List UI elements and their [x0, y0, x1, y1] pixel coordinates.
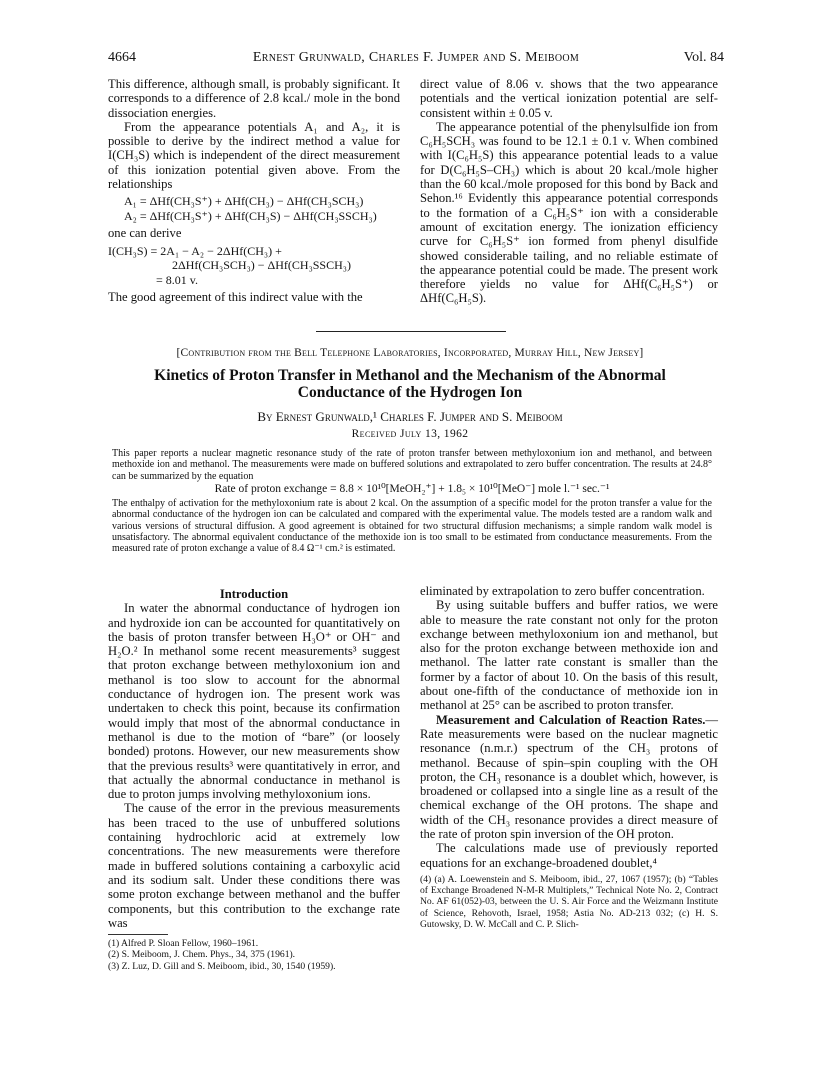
paragraph-text: —Rate measurements were based on the nuclear magnetic resonance (n.m.r.) spectrum of the CH₃ protons of methanol. Because of spin–spin coupling with the OH proton, the CH₃ resonance is a doublet which, however, is broadened or collapsed into a single line as a result of the chemical exchange of the OH protons. The shape and width of the CH₃ resonance provides a direct measure of the rate of proton spin inversion of the OH proton. — [420, 712, 718, 842]
footnote: (2) S. Meiboom, J. Chem. Phys., 34, 375 (1961). — [108, 949, 296, 961]
equation-ich3s: I(CH₃S) = 2A₁ − A₂ − 2ΔHf(CH₃) + — [108, 243, 282, 258]
equation-a2: A₂ = ΔHf(CH₃S⁺) + ΔHf(CH₃S) − ΔHf(CH₃SSCH₃) — [124, 208, 377, 223]
paragraph: The cause of the error in the previous measurements has been traced to the use of unbuffered solutions containing hydrochloric acid at extremely low concentrations. The new measurements were therefore made in buffered solutions containing a carboxylic acid and its sodium salt. Under these conditions there was some proton exchange between methanol and the buffer components, but this contribution to the exchange rate was — [108, 801, 400, 930]
paragraph: direct value of 8.06 v. shows that the two appearance potentials and the vertical ionization potential are self-consistent within ± 0.05 v. — [420, 77, 718, 120]
contribution-line: [Contribution from the Bell Telephone Laboratories, Incorporated, Murray Hill, New Jersey] — [176, 347, 644, 359]
prev-article-left-column — [108, 77, 400, 304]
paragraph: The good agreement of this indirect value with the — [108, 290, 363, 305]
abstract-paragraph: The enthalpy of activation for the methyloxonium rate is about 2 kcal. On the assumption of a specific model for the proton transfer a value for the abnormal conductance of the hydrogen ion can be calculated and compared with the experimental value. The models tested are a random walk and various versions of structural diffusion. A good agreement is obtained for two structural diffusion mechanisms; a simple random walk model is unsatisfactory. The abnormal equivalent conductance of the methoxide ion is too small to be estimated from conductance measurements. From the measured rate of proton exchange a value of 8.4 Ω⁻¹ cm.² is estimated. — [112, 498, 712, 555]
equation-a1: A₁ = ΔHf(CH₃S⁺) + ΔHf(CH₃) − ΔHf(CH₃SCH₃) — [124, 194, 364, 209]
prev-article-right-column — [420, 77, 718, 306]
running-head: Ernest Grunwald, Charles F. Jumper and S. Meiboom — [252, 50, 580, 65]
footnotes — [420, 874, 718, 930]
footnote-rule — [108, 934, 168, 935]
byline: By Ernest Grunwald,¹ Charles F. Jumper and S. Meiboom — [257, 409, 563, 424]
section-heading-measurement: Measurement and Calculation of Reaction Rates. — [436, 712, 706, 727]
paragraph: The calculations made use of previously reported equations for an exchange-broadened doublet,⁴ — [420, 841, 718, 870]
abstract-paragraph: This paper reports a nuclear magnetic resonance study of the rate of proton transfer between methyloxonium ion and methanol, and between methoxide ion and methanol. The measurements were made on buffered solutions and extrapolated to zero buffer concentration. The results at 24.8° can be summarized by the equation — [112, 448, 712, 482]
page-header — [108, 50, 724, 68]
title-line: Kinetics of Proton Transfer in Methanol and the Mechanism of the Abnormal — [154, 367, 666, 384]
volume-label: Vol. 84 — [683, 50, 724, 65]
footnote: (1) Alfred P. Sloan Fellow, 1960–1961. — [108, 938, 259, 950]
footnote: (4) (a) A. Loewenstein and S. Meiboom, ibid., 27, 1067 (1957); (b) “Tables of Exchange Broadened N-M-R Multiplets,” Technical Note No. 2, Contract No. AF 61(052)-03, between the U. S. Air Force and the Weizmann Institute of Science, Rehovoth, Israel, 1958; Astia No. AD-213 032; (c) H. S. Gutowsky, D. W. McCall and C. P. Slich- — [420, 873, 718, 930]
paragraph: By using suitable buffers and buffer ratios, we were able to measure the rate constant not only for the proton exchange between methyloxonium ion and methanol, but also for the proton exchange between methoxide ion and methanol. The latter rate constant is smaller than the former by a factor of about 10. On the basis of this result, about one-fifth of the conductance of methoxide ion in methanol at 25° can be ascribed to proton transfer. — [420, 598, 718, 713]
article-separator-rule — [316, 331, 506, 332]
paragraph: This difference, although small, is probably significant. It corresponds to a difference of 2.8 kcal./ mole in the bond dissociation energies. — [108, 77, 400, 120]
text-line: one can derive — [108, 226, 182, 241]
paragraph: In water the abnormal conductance of hydrogen ion and hydroxide ion can be accounted for quantitatively on the basis of proton transfer between H₃O⁺ or OH⁻ and H₂O.² In methanol some recent measurements³ suggest that proton exchange between methyloxonium ion and methanol is too slow to account for the abnormal conductance of hydrogen ion. The present work was undertaken to check this point, because its confirmation would imply that most of the abnormal conductance in methanol is due to the motion of “bare” (or loosely bonded) protons. However, our new measurements show that the previous results³ were quantitatively in error, and that actually the abnormal conductance in methanol is due to proton jumps involving methyloxonium ions. — [108, 601, 400, 802]
equation-result: = 8.01 v. — [156, 272, 198, 287]
abstract-equation: Rate of proton exchange = 8.8 × 10¹⁰[MeOH₂⁺] + 1.8₅ × 10¹⁰[MeO⁻] mole l.⁻¹ sec.⁻¹ — [214, 482, 610, 495]
article-title — [100, 367, 720, 401]
title-line: Conductance of the Hydrogen Ion — [297, 384, 523, 401]
received-date: Received July 13, 1962 — [351, 428, 469, 440]
page-number: 4664 — [108, 50, 136, 65]
paragraph: The appearance potential of the phenylsulfide ion from C₆H₅SCH₃ was found to be 12.1 ± 0.1 v. When combined with I(C₆H₅S) this appearance potential leads to a value for D(C₆H₅S–CH₃) which is about 20 kcal./mole higher than the 60 kcal./mole proposed for this bond by Back and Sehon.¹⁶ Evidently this appearance potential corresponds to the formation of a C₆H₅S⁺ ion with a considerable amount of excitation energy. The ionization efficiency curve for C₆H₅S⁺ ion formed from phenyl disulfide showed considerable tailing, and no reliable estimate of the appearance potential could be made. The present work therefore yields no value for ΔHf(C₆H₅S⁺) or ΔHf(C₆H₅S). — [420, 119, 718, 306]
abstract — [112, 448, 712, 555]
paragraph: From the appearance potentials A₁ and A₂, it is possible to derive by the indirect method a value for I(CH₃S) which is independent of the direct measurement of this ionization potential given above. From the relationships — [108, 119, 400, 192]
article-right-column — [420, 584, 718, 930]
paragraph: eliminated by extrapolation to zero buffer concentration. — [420, 584, 705, 598]
footnotes — [108, 938, 400, 972]
section-heading-introduction: Introduction — [219, 587, 289, 601]
footnote: (3) Z. Luz, D. Gill and S. Meiboom, ibid., 30, 1540 (1959). — [108, 960, 336, 972]
article-left-column — [108, 587, 400, 972]
equation-ich3s-cont: 2ΔHf(CH₃SCH₃) − ΔHf(CH₃SSCH₃) — [172, 258, 351, 273]
paragraph — [420, 713, 718, 842]
